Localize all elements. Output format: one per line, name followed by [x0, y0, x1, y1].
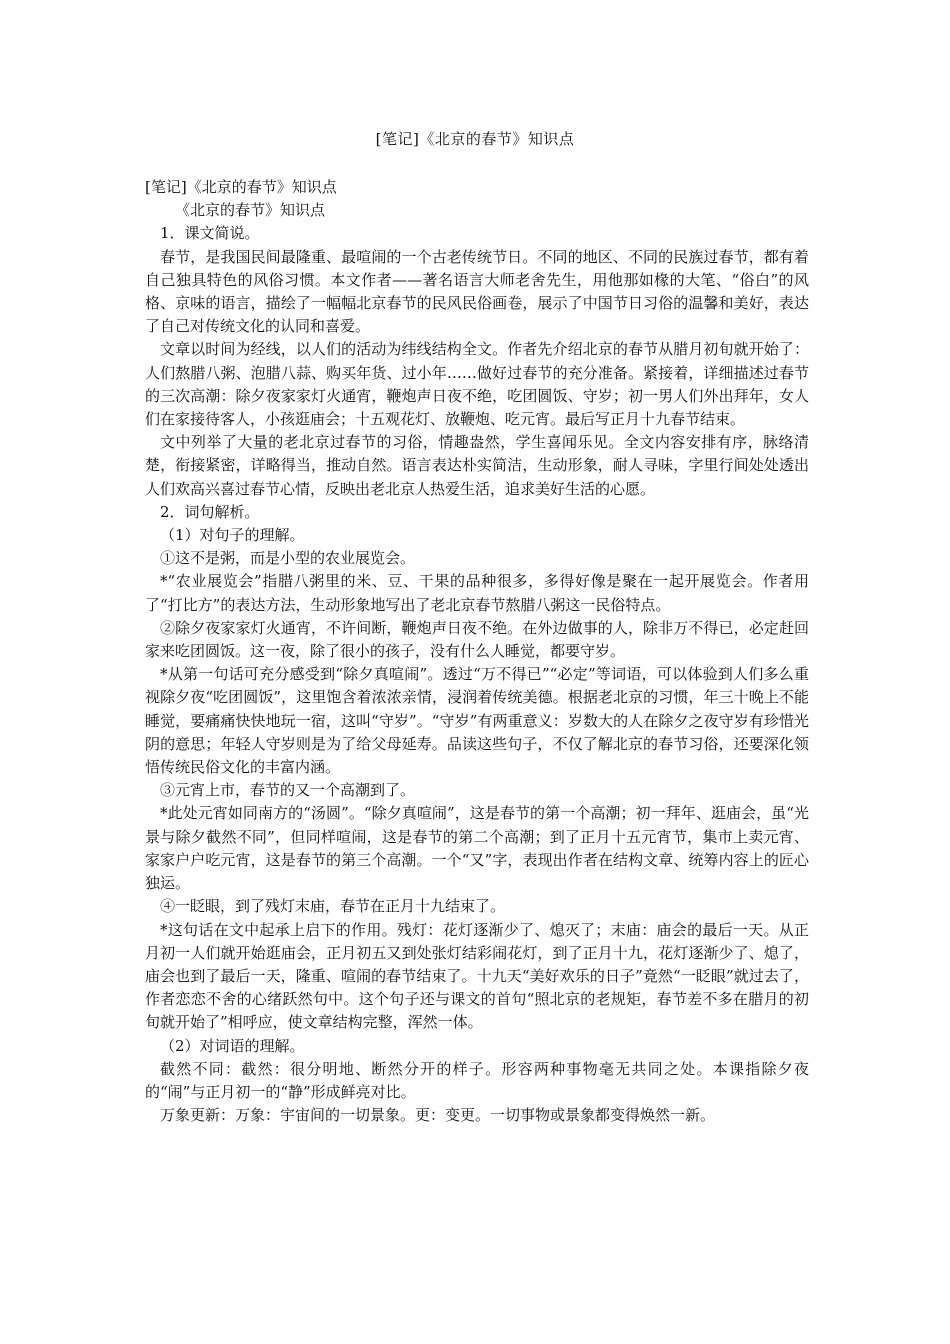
- paragraph: 文章以时间为经线，以人们的活动为纬线结构全文。作者先介绍北京的春节从腊月初旬就开始了：人们熬腊八粥、泡腊八蒜、购买年货、过小年……做好过春节的充分准备。紧接着，详细描述过春节的三次高潮：除夕夜家家灯火通宵，鞭炮声日夜不绝，吃团圆饭、守岁；初一男人们外出拜年，女人们在家接待客人，小孩逛庙会；十五观花灯、放鞭炮、吃元宵。最后写正月十九春节结束。: [145, 340, 809, 429]
- paragraph: *“农业展览会”指腊八粥里的米、豆、干果的品种很多，多得好像是聚在一起开展览会。作者用了“打比方”的表达方法，生动形象地写出了老北京春节熬腊八粥这一民俗特点。: [145, 572, 809, 614]
- paragraph: （1）对句子的理解。: [160, 526, 305, 545]
- paragraph: 文中列举了大量的老北京过春节的习俗，情趣盎然，学生喜闻乐见。全文内容安排有序，脉络清楚，衔接紧密，详略得当，推动自然。语言表达朴实简洁，生动形象，耐人寻味，字里行间处处透出人们欢高兴喜过春节心情，反映出老北京人热爱生活，追求美好生活的心愿。: [145, 433, 809, 498]
- page-title: [笔记]《北京的春节》知识点: [375, 130, 575, 148]
- paragraph: *从第一句话可充分感受到“除夕真喧闹”。透过“万不得已”“必定”等词语，可以体验到人们多么重视除夕夜“吃团圆饭”，这里饱含着浓浓亲情，浸润着传统美德。根据老北京的习惯，年三十晚上不能睡觉，要痛痛快快地玩一宿，这叫“守岁”。“守岁”有两重意义：岁数大的人在除夕之夜守岁有珍惜光阴的意思；年轻人守岁则是为了给父母延寿。品读这些句子，不仅了解北京的春节习俗，还要深化领悟传统民俗文化的丰富内涵。: [145, 665, 809, 777]
- paragraph: ①这不是粥，而是小型的农业展览会。: [160, 549, 416, 568]
- paragraph: （2）对词语的理解。: [160, 1036, 305, 1055]
- paragraph: [笔记]《北京的春节》知识点: [145, 178, 337, 196]
- paragraph: 2．词句解析。: [160, 502, 260, 521]
- paragraph: ④一眨眼，到了残灯末庙，春节在正月十九结束了。: [160, 897, 506, 916]
- paragraph: 春节，是我国民间最隆重、最喧闹的一个古老传统节日。不同的地区、不同的民族过春节，都有着自己独具特色的风俗习惯。本文作者——著名语言大师老舍先生，用他那如椽的大笔、“俗白”的风格、京味的语言，描绘了一幅幅北京春节的民风民俗画卷，展示了中国节日习俗的温馨和美好，表达了自己对传统文化的认同和喜爱。: [145, 247, 809, 336]
- paragraph: 《北京的春节》知识点: [175, 201, 326, 220]
- paragraph: ③元宵上市，春节的又一个高潮到了。: [160, 781, 416, 800]
- paragraph: 截然不同：截然：很分明地、断然分开的样子。形容两种事物毫无共同之处。本课指除夕夜的“闹”与正月初一的“静”形成鲜亮对比。: [145, 1059, 809, 1101]
- paragraph: *此处元宵如同南方的“汤圆”。“除夕真喧闹”，这是春节的第一个高潮；初一拜年、逛庙会，虽“光景与除夕截然不同”，但同样喧闹，这是春节的第二个高潮；到了正月十五元宵节，集市上卖元宵、家家户户吃元宵，这是春节的第三个高潮。一个“又”字，表现出作者在结构文章、统筹内容上的匠心独运。: [145, 804, 809, 893]
- paragraph: ②除夕夜家家灯火通宵，不许间断，鞭炮声日夜不绝。在外边做事的人，除非万不得已，必定赶回家来吃团圆饭。这一夜，除了很小的孩子，没有什么人睡觉，都要守岁。: [145, 618, 809, 661]
- paragraph: *这句话在文中起承上启下的作用。残灯：花灯逐渐少了、熄灭了；末庙：庙会的最后一天。从正月初一人们就开始逛庙会，正月初五又到处张灯结彩闹花灯，到了正月十九，花灯逐渐少了、熄了，庙会也到了最后一天，隆重、喧闹的春节结束了。十九天“美好欢乐的日子”竟然“一眨眼”就过去了，作者恋恋不舍的心绪跃然句中。这个句子还与课文的首句“照北京的老规矩，春节差不多在腊月的初旬就开始了”相呼应，使文章结构完整，浑然一体。: [145, 920, 809, 1032]
- paragraph: 1．课文简说。: [160, 224, 260, 243]
- document-body: [145, 176, 809, 1127]
- paragraph: 万象更新：万象：宇宙间的一切景象。更：变更。一切事物或景象都变得焕然一新。: [160, 1106, 716, 1125]
